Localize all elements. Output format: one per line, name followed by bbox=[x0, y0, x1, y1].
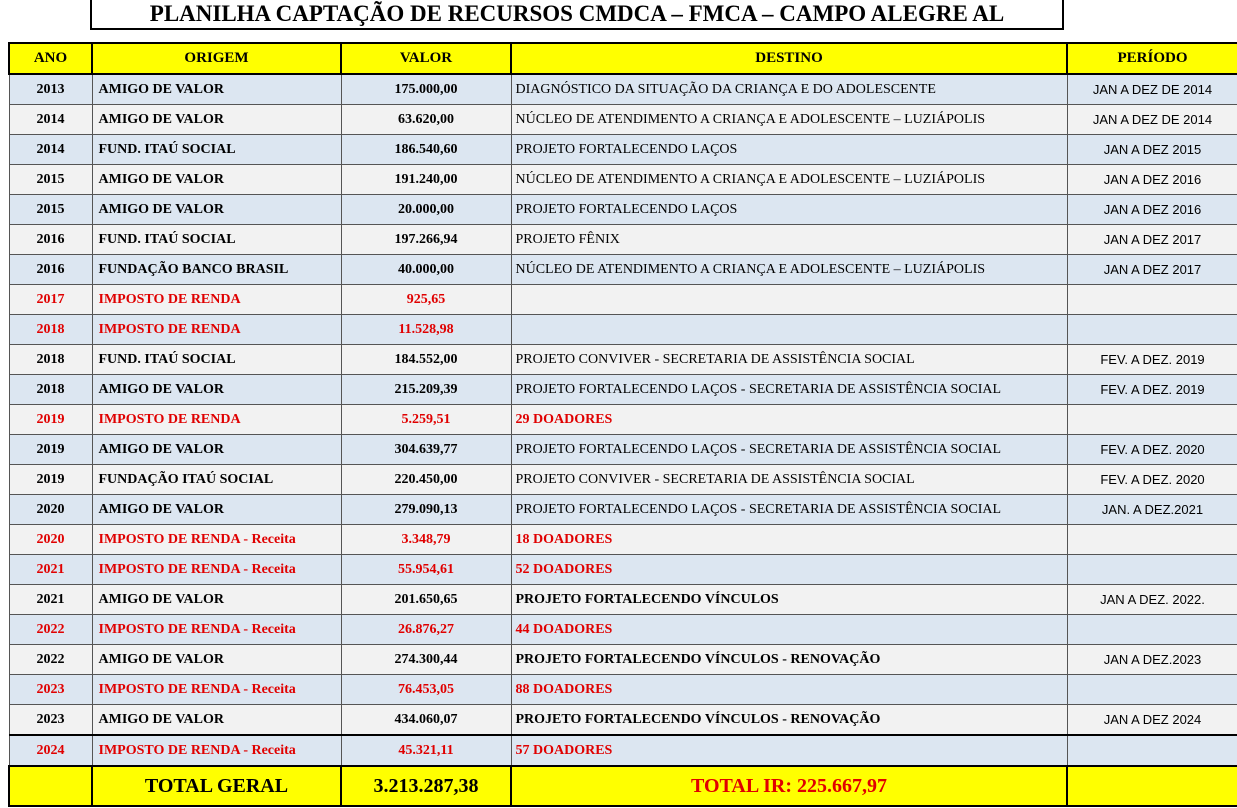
total-ir: TOTAL IR: 225.667,97 bbox=[511, 766, 1067, 806]
cell-ano: 2021 bbox=[9, 555, 92, 585]
cell-valor: 191.240,00 bbox=[341, 165, 511, 195]
table-row bbox=[9, 74, 1237, 105]
table-row bbox=[9, 435, 1237, 465]
cell-periodo: FEV. A DEZ. 2020 bbox=[1067, 435, 1237, 465]
cell-destino bbox=[511, 285, 1067, 315]
table-row bbox=[9, 375, 1237, 405]
cell-destino: 57 DOADORES bbox=[511, 735, 1067, 766]
cell-ano: 2017 bbox=[9, 285, 92, 315]
table-row bbox=[9, 135, 1237, 165]
table-row bbox=[9, 675, 1237, 705]
cell-destino: NÚCLEO DE ATENDIMENTO A CRIANÇA E ADOLESCENTE – LUZIÁPOLIS bbox=[511, 255, 1067, 285]
cell-origem: AMIGO DE VALOR bbox=[92, 74, 341, 105]
cell-valor: 55.954,61 bbox=[341, 555, 511, 585]
header-row bbox=[9, 43, 1237, 74]
cell-destino: PROJETO CONVIVER - SECRETARIA DE ASSISTÊNCIA SOCIAL bbox=[511, 465, 1067, 495]
cell-destino: PROJETO FORTALECENDO LAÇOS bbox=[511, 195, 1067, 225]
table-row bbox=[9, 285, 1237, 315]
cell-valor: 63.620,00 bbox=[341, 105, 511, 135]
table-row bbox=[9, 615, 1237, 645]
cell-origem: IMPOSTO DE RENDA - Receita bbox=[92, 735, 341, 766]
table-row bbox=[9, 645, 1237, 675]
cell-destino: PROJETO FORTALECENDO LAÇOS - SECRETARIA DE ASSISTÊNCIA SOCIAL bbox=[511, 435, 1067, 465]
cell-ano: 2018 bbox=[9, 315, 92, 345]
table-row bbox=[9, 165, 1237, 195]
cell-ano: 2023 bbox=[9, 705, 92, 736]
cell-ano: 2019 bbox=[9, 465, 92, 495]
cell-valor: 76.453,05 bbox=[341, 675, 511, 705]
total-empty-cell bbox=[9, 766, 92, 806]
cell-periodo bbox=[1067, 285, 1237, 315]
cell-origem: AMIGO DE VALOR bbox=[92, 705, 341, 736]
cell-periodo: JAN A DEZ 2017 bbox=[1067, 225, 1237, 255]
cell-periodo: JAN A DEZ 2024 bbox=[1067, 705, 1237, 736]
cell-periodo: JAN A DEZ.2023 bbox=[1067, 645, 1237, 675]
cell-periodo: JAN A DEZ DE 2014 bbox=[1067, 74, 1237, 105]
cell-ano: 2018 bbox=[9, 345, 92, 375]
table-row bbox=[9, 105, 1237, 135]
cell-valor: 274.300,44 bbox=[341, 645, 511, 675]
cell-ano: 2013 bbox=[9, 74, 92, 105]
cell-ano: 2020 bbox=[9, 525, 92, 555]
cell-ano: 2018 bbox=[9, 375, 92, 405]
cell-periodo bbox=[1067, 405, 1237, 435]
cell-valor: 279.090,13 bbox=[341, 495, 511, 525]
sheet-title: PLANILHA CAPTAÇÃO DE RECURSOS CMDCA – FMCA – CAMPO ALEGRE AL bbox=[90, 0, 1064, 30]
table-row bbox=[9, 195, 1237, 225]
cell-origem: FUND. ITAÚ SOCIAL bbox=[92, 345, 341, 375]
cell-destino: 44 DOADORES bbox=[511, 615, 1067, 645]
table-row bbox=[9, 705, 1237, 736]
cell-periodo bbox=[1067, 555, 1237, 585]
cell-origem: FUNDAÇÃO ITAÚ SOCIAL bbox=[92, 465, 341, 495]
cell-valor: 3.348,79 bbox=[341, 525, 511, 555]
cell-ano: 2014 bbox=[9, 135, 92, 165]
cell-origem: IMPOSTO DE RENDA bbox=[92, 315, 341, 345]
header-destino: DESTINO bbox=[511, 43, 1067, 74]
cell-origem: AMIGO DE VALOR bbox=[92, 645, 341, 675]
table-row bbox=[9, 525, 1237, 555]
cell-ano: 2016 bbox=[9, 255, 92, 285]
cell-origem: IMPOSTO DE RENDA bbox=[92, 405, 341, 435]
cell-origem: AMIGO DE VALOR bbox=[92, 585, 341, 615]
cell-valor: 434.060,07 bbox=[341, 705, 511, 736]
cell-valor: 26.876,27 bbox=[341, 615, 511, 645]
cell-destino: NÚCLEO DE ATENDIMENTO A CRIANÇA E ADOLESCENTE – LUZIÁPOLIS bbox=[511, 105, 1067, 135]
cell-ano: 2019 bbox=[9, 435, 92, 465]
table-row bbox=[9, 585, 1237, 615]
cell-periodo: JAN A DEZ. 2022. bbox=[1067, 585, 1237, 615]
cell-valor: 11.528,98 bbox=[341, 315, 511, 345]
table-row bbox=[9, 495, 1237, 525]
cell-periodo: JAN A DEZ 2015 bbox=[1067, 135, 1237, 165]
cell-origem: IMPOSTO DE RENDA - Receita bbox=[92, 525, 341, 555]
cell-destino: NÚCLEO DE ATENDIMENTO A CRIANÇA E ADOLESCENTE – LUZIÁPOLIS bbox=[511, 165, 1067, 195]
cell-destino bbox=[511, 315, 1067, 345]
cell-ano: 2015 bbox=[9, 195, 92, 225]
cell-valor: 45.321,11 bbox=[341, 735, 511, 766]
cell-origem: FUND. ITAÚ SOCIAL bbox=[92, 225, 341, 255]
funding-table bbox=[8, 42, 1237, 807]
cell-origem: IMPOSTO DE RENDA - Receita bbox=[92, 555, 341, 585]
cell-destino: PROJETO FORTALECENDO VÍNCULOS bbox=[511, 585, 1067, 615]
cell-origem: IMPOSTO DE RENDA - Receita bbox=[92, 615, 341, 645]
header-valor: VALOR bbox=[341, 43, 511, 74]
cell-destino: 29 DOADORES bbox=[511, 405, 1067, 435]
cell-valor: 5.259,51 bbox=[341, 405, 511, 435]
total-row bbox=[9, 766, 1237, 806]
table-row bbox=[9, 345, 1237, 375]
header-ano: ANO bbox=[9, 43, 92, 74]
cell-origem: FUND. ITAÚ SOCIAL bbox=[92, 135, 341, 165]
cell-periodo: JAN A DEZ 2016 bbox=[1067, 165, 1237, 195]
cell-destino: PROJETO CONVIVER - SECRETARIA DE ASSISTÊNCIA SOCIAL bbox=[511, 345, 1067, 375]
cell-ano: 2015 bbox=[9, 165, 92, 195]
table-row bbox=[9, 315, 1237, 345]
cell-origem: AMIGO DE VALOR bbox=[92, 495, 341, 525]
cell-ano: 2016 bbox=[9, 225, 92, 255]
cell-ano: 2023 bbox=[9, 675, 92, 705]
cell-valor: 201.650,65 bbox=[341, 585, 511, 615]
total-label: TOTAL GERAL bbox=[92, 766, 341, 806]
cell-valor: 184.552,00 bbox=[341, 345, 511, 375]
cell-valor: 40.000,00 bbox=[341, 255, 511, 285]
cell-periodo bbox=[1067, 315, 1237, 345]
cell-destino: PROJETO FORTALECENDO LAÇOS - SECRETARIA DE ASSISTÊNCIA SOCIAL bbox=[511, 495, 1067, 525]
cell-destino: PROJETO FORTALECENDO LAÇOS - SECRETARIA DE ASSISTÊNCIA SOCIAL bbox=[511, 375, 1067, 405]
cell-origem: IMPOSTO DE RENDA bbox=[92, 285, 341, 315]
cell-valor: 304.639,77 bbox=[341, 435, 511, 465]
cell-ano: 2019 bbox=[9, 405, 92, 435]
cell-valor: 220.450,00 bbox=[341, 465, 511, 495]
cell-periodo: JAN. A DEZ.2021 bbox=[1067, 495, 1237, 525]
cell-destino: 88 DOADORES bbox=[511, 675, 1067, 705]
cell-origem: AMIGO DE VALOR bbox=[92, 105, 341, 135]
cell-ano: 2020 bbox=[9, 495, 92, 525]
total-value: 3.213.287,38 bbox=[341, 766, 511, 806]
cell-origem: IMPOSTO DE RENDA - Receita bbox=[92, 675, 341, 705]
table-row bbox=[9, 255, 1237, 285]
cell-origem: AMIGO DE VALOR bbox=[92, 165, 341, 195]
table-row bbox=[9, 555, 1237, 585]
cell-valor: 175.000,00 bbox=[341, 74, 511, 105]
cell-destino: PROJETO FORTALECENDO VÍNCULOS - RENOVAÇÃO bbox=[511, 705, 1067, 736]
cell-origem: AMIGO DE VALOR bbox=[92, 435, 341, 465]
cell-destino: PROJETO FÊNIX bbox=[511, 225, 1067, 255]
header-origem: ORIGEM bbox=[92, 43, 341, 74]
table-row bbox=[9, 465, 1237, 495]
cell-periodo bbox=[1067, 735, 1237, 766]
cell-origem: AMIGO DE VALOR bbox=[92, 195, 341, 225]
cell-destino: PROJETO FORTALECENDO VÍNCULOS - RENOVAÇÃO bbox=[511, 645, 1067, 675]
cell-periodo bbox=[1067, 675, 1237, 705]
cell-valor: 20.000,00 bbox=[341, 195, 511, 225]
header-periodo: PERÍODO bbox=[1067, 43, 1237, 74]
cell-ano: 2024 bbox=[9, 735, 92, 766]
cell-periodo: FEV. A DEZ. 2019 bbox=[1067, 375, 1237, 405]
cell-destino: 52 DOADORES bbox=[511, 555, 1067, 585]
cell-ano: 2022 bbox=[9, 615, 92, 645]
cell-destino: PROJETO FORTALECENDO LAÇOS bbox=[511, 135, 1067, 165]
table-body bbox=[9, 74, 1237, 766]
table-row bbox=[9, 405, 1237, 435]
cell-origem: FUNDAÇÃO BANCO BRASIL bbox=[92, 255, 341, 285]
cell-valor: 186.540,60 bbox=[341, 135, 511, 165]
cell-periodo: JAN A DEZ DE 2014 bbox=[1067, 105, 1237, 135]
cell-periodo: JAN A DEZ 2017 bbox=[1067, 255, 1237, 285]
total-empty-period bbox=[1067, 766, 1237, 806]
cell-destino: DIAGNÓSTICO DA SITUAÇÃO DA CRIANÇA E DO ADOLESCENTE bbox=[511, 74, 1067, 105]
cell-periodo: FEV. A DEZ. 2019 bbox=[1067, 345, 1237, 375]
table-row bbox=[9, 225, 1237, 255]
cell-periodo: JAN A DEZ 2016 bbox=[1067, 195, 1237, 225]
cell-ano: 2022 bbox=[9, 645, 92, 675]
cell-ano: 2014 bbox=[9, 105, 92, 135]
cell-valor: 197.266,94 bbox=[341, 225, 511, 255]
cell-periodo bbox=[1067, 615, 1237, 645]
cell-ano: 2021 bbox=[9, 585, 92, 615]
cell-periodo: FEV. A DEZ. 2020 bbox=[1067, 465, 1237, 495]
cell-origem: AMIGO DE VALOR bbox=[92, 375, 341, 405]
cell-valor: 215.209,39 bbox=[341, 375, 511, 405]
cell-periodo bbox=[1067, 525, 1237, 555]
cell-valor: 925,65 bbox=[341, 285, 511, 315]
table-row bbox=[9, 735, 1237, 766]
cell-destino: 18 DOADORES bbox=[511, 525, 1067, 555]
